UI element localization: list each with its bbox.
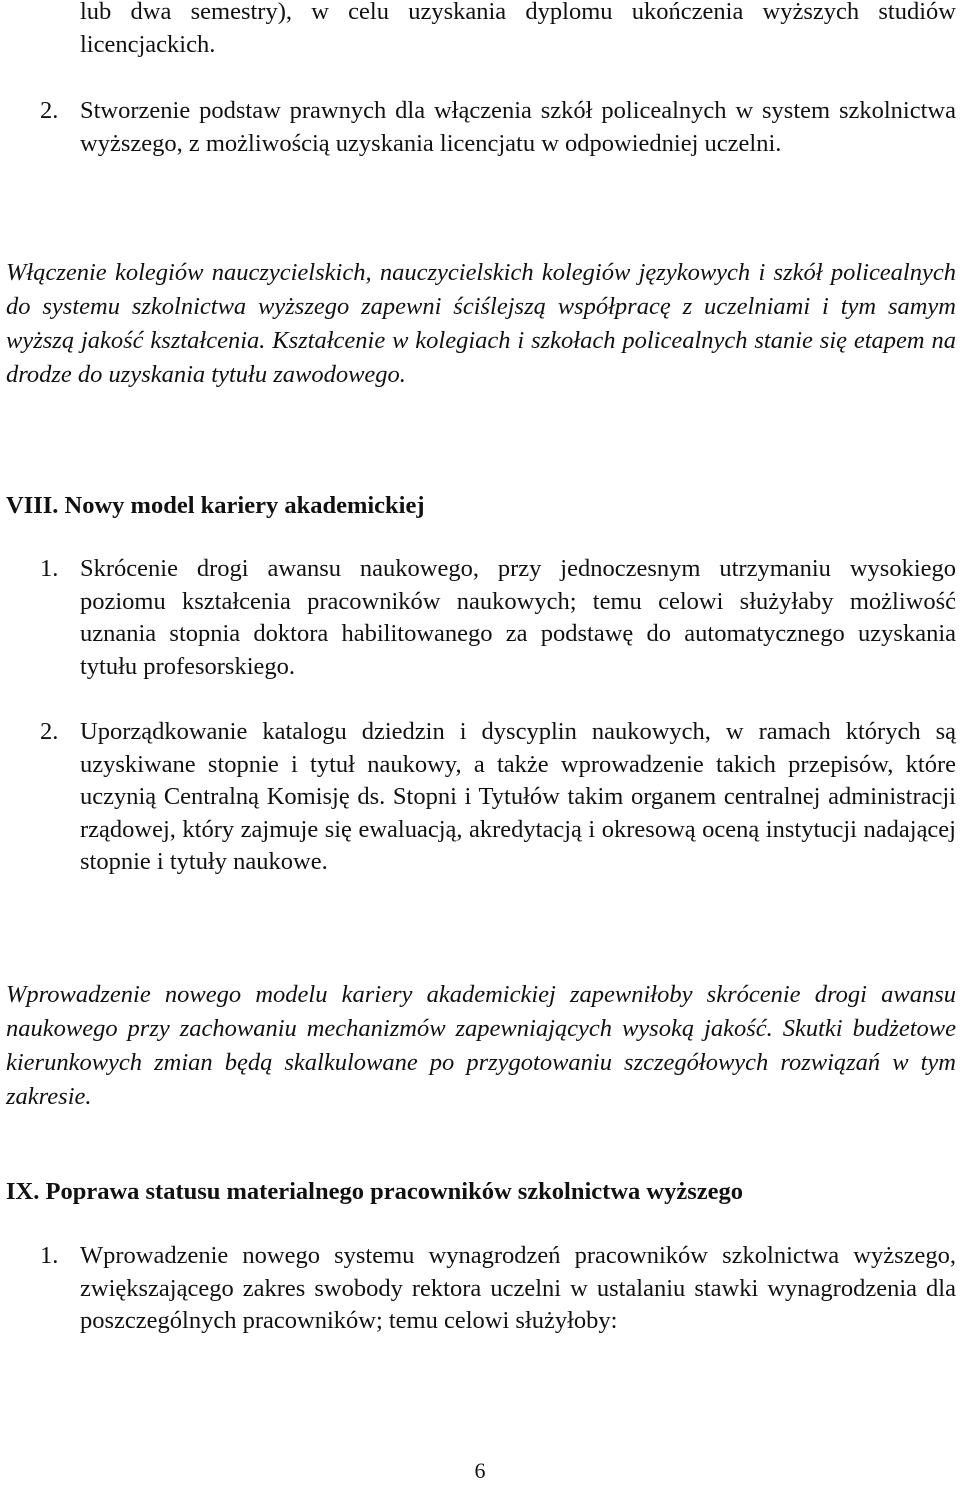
list-item [40,716,956,879]
italic-paragraph: Wprowadzenie nowego modelu kariery akademickiej zapewniłoby skrócenie drogi awansu naukowego przy zachowaniu mechanizmów zapewniających wysoką jakość. Skutki budżetowe kierunkowych zmian będą skalkulowane po przygotowaniu szczegółowych rozwiązań w tym zakresie. [6,981,956,1110]
list-item-text: Uporządkowanie katalogu dziedzin i dyscyplin naukowych, w ramach których są uzyskiwane stopnie i tytuł naukowy, a także wprowadzenie takich przepisów, które uczynią Centralną Komisję ds. Stopni i Tytułów takim organem centralnej administracji rządowej, który zajmuje się ewaluacją, akredytacją i okresową oceną instytucji nadającej stopnie i tytuły naukowe. [80,718,956,875]
section-heading-viii: VIII. Nowy model kariery akademickiej [6,492,425,519]
list-number: 2. [40,97,59,124]
section-heading-ix: IX. Poprawa statusu materialnego pracowników szkolnictwa wyższego [6,1178,743,1205]
list-item [40,95,956,160]
list-item-text: Skrócenie drogi awansu naukowego, przy jednoczesnym utrzymaniu wysokiego poziomu kształcenia pracowników naukowych; temu celowi służyłaby możliwość uznania stopnia doktora habilitowanego za podstawę do automatycznego uzyskania tytułu profesorskiego. [80,555,956,680]
continuation-text: lub dwa semestry), w celu uzyskania dyplomu ukończenia wyższych studiów licencjackich. [80,0,956,58]
list-number: 2. [40,718,59,745]
list-item-text: Wprowadzenie nowego systemu wynagrodzeń pracowników szkolnictwa wyższego, zwiększającego zakres swobody rektora uczelni w ustalaniu stawki wynagrodzenia dla poszczególnych pracowników; temu celowi służyłoby: [80,1242,956,1334]
list-item [40,553,956,683]
list-number: 1. [40,1242,59,1269]
list-item-text: Stworzenie podstaw prawnych dla włączenia szkół policealnych w system szkolnictwa wyższego, z możliwością uzyskania licencjatu w odpowiedniej uczelni. [80,97,956,157]
page-number: 6 [474,1458,486,1483]
italic-paragraph: Włączenie kolegiów nauczycielskich, nauczycielskich kolegiów językowych i szkół policealnych do systemu szkolnictwa wyższego zapewni ściślejszą współpracę z uczelniami i tym samym wyższą jakość kształcenia. Kształcenie w kolegiach i szkołach policealnych stanie się etapem na drodze do uzyskania tytułu zawodowego. [6,259,956,388]
list-number: 1. [40,555,59,582]
list-item [40,1240,956,1338]
